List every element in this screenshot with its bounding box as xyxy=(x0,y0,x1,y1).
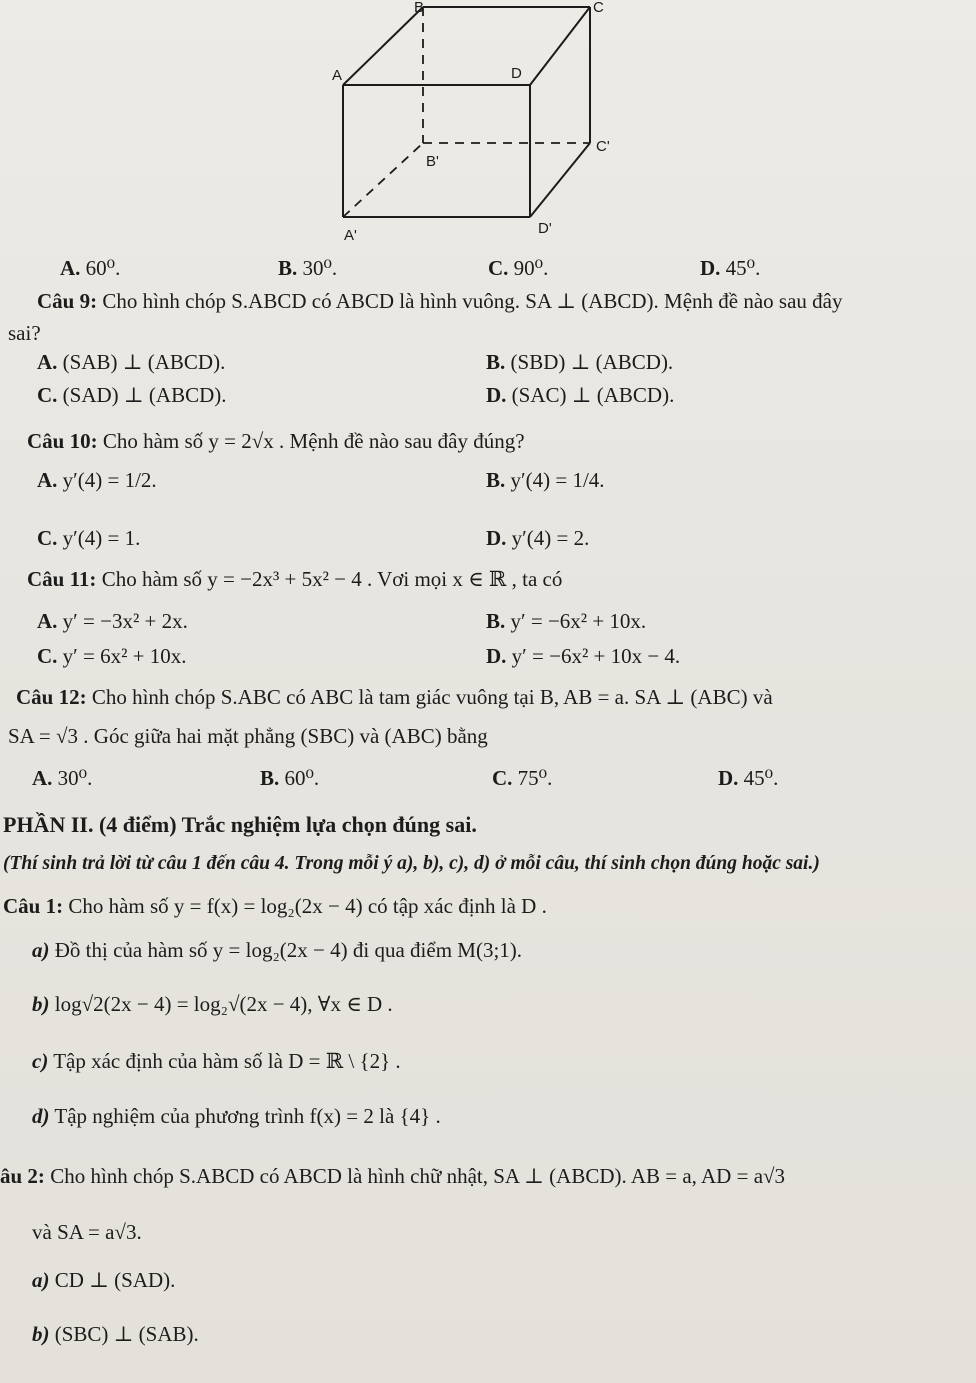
q10-stem: Câu 10: Cho hàm số y = 2√x . Mệnh đề nào sau đây đúng? xyxy=(27,429,525,453)
q12-option-c[interactable]: C. 75⁰. xyxy=(492,766,553,790)
edge-A'B' xyxy=(343,143,423,217)
q9-stem: Câu 9: Cho hình chóp S.ABCD có ABCD là hình vuông. SA ⊥ (ABCD). Mệnh đề nào sau đây xyxy=(37,289,843,313)
label-D-prime: D' xyxy=(538,220,552,237)
label-D: D xyxy=(511,65,522,82)
p1-item-d[interactable]: d) Tập nghiệm của phương trình f(x) = 2 là {4} . xyxy=(32,1104,441,1128)
q8-option-b[interactable]: B. 30⁰. xyxy=(278,256,338,280)
q10-option-a[interactable]: A. y′(4) = 1/2. xyxy=(37,468,157,492)
part2-instruction: (Thí sinh trả lời từ câu 1 đến câu 4. Trong mỗi ý a), b), c), d) ở mỗi câu, thí sinh chọn đúng hoặc sai.) xyxy=(3,853,820,874)
q11-stem: Câu 11: Cho hàm số y = −2x³ + 5x² − 4 . Vơi mọi x ∈ ℝ , ta có xyxy=(27,567,563,591)
q11-option-c[interactable]: C. y′ = 6x² + 10x. xyxy=(37,644,187,668)
q9-stem-cont: sai? xyxy=(8,321,41,345)
q10-option-d[interactable]: D. y′(4) = 2. xyxy=(486,526,590,550)
edge-D'C' xyxy=(530,143,590,217)
q11-option-a[interactable]: A. y′ = −3x² + 2x. xyxy=(37,609,188,633)
label-C: C xyxy=(593,0,604,16)
label-B: B xyxy=(414,0,425,16)
q12-option-d[interactable]: D. 45⁰. xyxy=(718,766,779,790)
q10-option-b[interactable]: B. y′(4) = 1/4. xyxy=(486,468,605,492)
q8-option-a[interactable]: A. 60⁰. xyxy=(60,256,121,280)
q8-option-d[interactable]: D. 45⁰. xyxy=(700,256,761,280)
q11-option-d[interactable]: D. y′ = −6x² + 10x − 4. xyxy=(486,644,681,668)
p2-item-a[interactable]: a) CD ⊥ (SAD). xyxy=(32,1268,176,1292)
q8-option-c[interactable]: C. 90⁰. xyxy=(488,256,549,280)
part2-title: PHẦN II. (4 điểm) Trắc nghiệm lựa chọn đúng sai. xyxy=(3,812,477,837)
q12-stem-cont: SA = √3 . Góc giữa hai mặt phẳng (SBC) và (ABC) bằng xyxy=(8,724,488,748)
p1-item-a[interactable]: a) Đồ thị của hàm số y = log₂(2x − 4) đi qua điểm M(3;1). xyxy=(32,938,523,962)
cube-figure xyxy=(320,0,640,250)
q9-option-a[interactable]: A. (SAB) ⊥ (ABCD). xyxy=(37,350,226,374)
p1-item-b[interactable]: b) log√2(2x − 4) = log₂√(2x − 4), ∀x ∈ D . xyxy=(32,992,393,1016)
label-A-prime: A' xyxy=(344,227,357,244)
p2-stem: âu 2: Cho hình chóp S.ABCD có ABCD là hình chữ nhật, SA ⊥ (ABCD). AB = a, AD = a√3 xyxy=(0,1164,786,1188)
q9-option-c[interactable]: C. (SAD) ⊥ (ABCD). xyxy=(37,383,227,407)
q10-option-c[interactable]: C. y′(4) = 1. xyxy=(37,526,141,550)
label-A: A xyxy=(332,67,343,84)
q12-stem: Câu 12: Cho hình chóp S.ABC có ABC là tam giác vuông tại B, AB = a. SA ⊥ (ABC) và xyxy=(16,685,773,709)
label-B-prime: B' xyxy=(426,153,439,170)
p2-item-b[interactable]: b) (SBC) ⊥ (SAB). xyxy=(32,1322,199,1346)
p2-stem-cont: và SA = a√3. xyxy=(32,1220,142,1244)
edge-AB xyxy=(343,7,423,85)
p1-stem: Câu 1: Cho hàm số y = f(x) = log₂(2x − 4) có tập xác định là D . xyxy=(3,894,547,918)
q12-option-a[interactable]: A. 30⁰. xyxy=(32,766,93,790)
edge-DC xyxy=(530,7,590,85)
p1-item-c[interactable]: c) Tập xác định của hàm số là D = ℝ \ {2} . xyxy=(32,1049,401,1073)
q11-option-b[interactable]: B. y′ = −6x² + 10x. xyxy=(486,609,647,633)
q12-option-b[interactable]: B. 60⁰. xyxy=(260,766,320,790)
q9-option-b[interactable]: B. (SBD) ⊥ (ABCD). xyxy=(486,350,674,374)
q9-option-d[interactable]: D. (SAC) ⊥ (ABCD). xyxy=(486,383,675,407)
label-C-prime: C' xyxy=(596,138,610,155)
